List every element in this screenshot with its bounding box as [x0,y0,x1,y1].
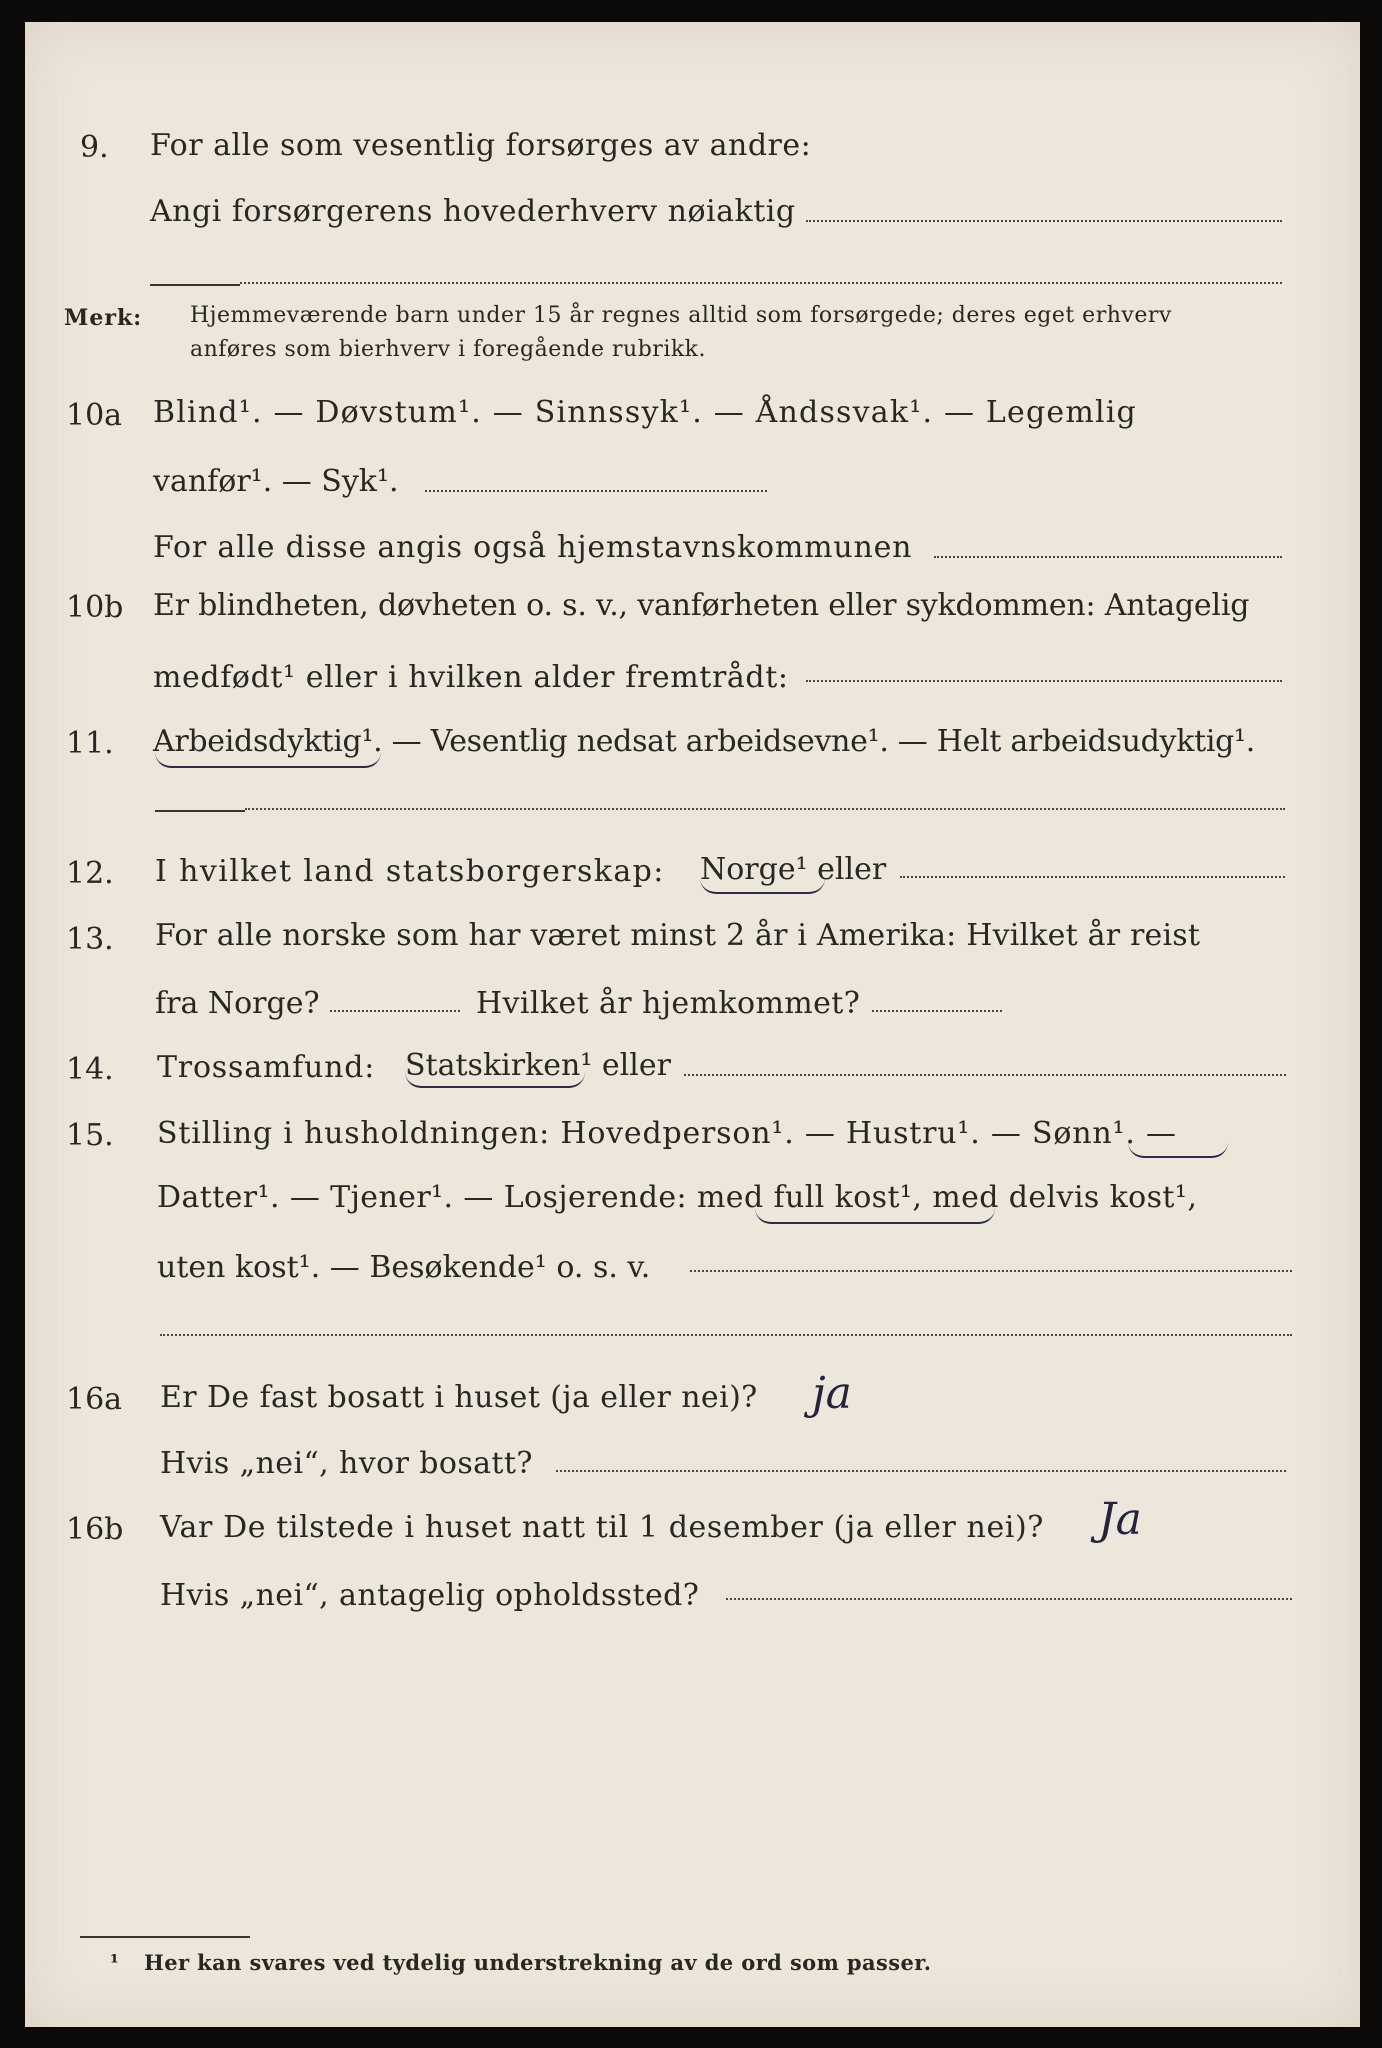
q12-question: I hvilket land statsborgerskap: [155,854,665,889]
q15-answer-line[interactable] [690,1270,1292,1272]
q16b-opholdssted-line[interactable] [726,1598,1292,1600]
q9-line-solid [150,284,240,286]
q9-number: 9. [80,130,109,165]
q10b-line2: medfødt¹ eller i hvilken alder fremtrådt: [153,660,789,695]
q9-question: For alle som vesentlig forsørges av andre: [150,128,812,163]
q15-line3: uten kost¹. — Besøkende¹ o. s. v. [157,1250,651,1285]
merk-label: Merk: [64,305,143,331]
q12-option: Norge¹ eller [700,852,887,887]
q10a-hjemstavn-line[interactable] [934,556,1282,558]
q14-underline-mark [405,1072,585,1088]
q16b-number: 16b [66,1512,124,1547]
q13-line1: For alle norske som har været minst 2 år i Amerika: Hvilket år reist [155,918,1201,953]
q15-number: 15. [66,1118,114,1153]
q11-answer-line[interactable] [245,808,1285,810]
q11-line1: Arbeidsdyktig¹. — Vesentlig nedsat arbeidsevne¹. — Helt arbeidsudyktig¹. [153,724,1255,759]
q10b-line1: Er blindheten, døvheten o. s. v., vanførheten eller sykdommen: Antagelig [153,588,1250,623]
q13-number: 13. [66,922,114,957]
q16b-line2: Hvis „nei“, antagelig opholdssted? [160,1578,700,1613]
q16a-bosatt-line[interactable] [556,1470,1286,1472]
q9-answer-line-2[interactable] [240,282,1282,284]
q12-underline-mark [700,878,825,894]
q15-line1: Stilling i husholdningen: Hovedperson¹. — Hustru¹. — Sønn¹. — [157,1116,1177,1151]
q10b-number: 10b [66,590,124,625]
q14-option: Statskirken¹ eller [405,1048,671,1083]
q10a-syk-line[interactable] [425,490,767,492]
q16b-line1: Var De tilstede i huset natt til 1 desember (ja eller nei)? [160,1510,1044,1545]
q15-sonn-underline-mark [1128,1142,1228,1158]
q9-subquestion: Angi forsørgerens hovederhverv nøiaktig [150,194,796,229]
q12-number: 12. [66,856,114,891]
q15-line2: Datter¹. — Tjener¹. — Losjerende: med full kost¹, med delvis kost¹, [157,1180,1198,1215]
q12-answer-line[interactable] [900,876,1285,878]
footnote-text: Her kan svares ved tydelig understrekning av de ord som passer. [144,1950,932,1975]
q10a-line2: vanfør¹. — Syk¹. [153,464,399,499]
q10a-line3: For alle disse angis også hjemstavnskommunen [153,530,913,565]
q13-line2b: Hvilket år hjemkommet? [476,986,861,1021]
q16a-handwritten-answer[interactable]: ja [812,1368,852,1419]
footnote-mark: ¹ [110,1950,119,1974]
q10a-line1: Blind¹. — Døvstum¹. — Sinnssyk¹. — Åndssvak¹. — Legemlig [153,395,1137,430]
q16a-line2: Hvis „nei“, hvor bosatt? [160,1446,533,1481]
q13-hjemkommet-line[interactable] [872,1010,1002,1012]
q11-number: 11. [66,726,114,761]
q15-answer-line-2[interactable] [160,1334,1292,1336]
q14-answer-line[interactable] [684,1074,1286,1076]
footnote-rule [80,1936,250,1938]
q11-underline-mark [155,752,381,768]
q16a-number: 16a [66,1382,123,1417]
q10b-answer-line[interactable] [806,680,1282,682]
q14-question: Trossamfund: [157,1050,376,1085]
q13-reist-line[interactable] [330,1010,460,1012]
q16a-line1: Er De fast bosatt i huset (ja eller nei)? [160,1380,758,1415]
q15-kost-underline-mark [755,1208,995,1224]
q10a-number: 10a [66,398,123,433]
q11-line-solid [155,810,245,812]
q16b-handwritten-answer[interactable]: Ja [1098,1494,1142,1545]
q13-line2a: fra Norge? [155,986,320,1021]
merk-note-line1: Hjemmeværende barn under 15 år regnes alltid som forsørgede; deres eget erhverv [190,303,1172,328]
q14-number: 14. [66,1052,114,1087]
q9-answer-line[interactable] [806,220,1282,222]
merk-note-line2: anføres som bierhverv i foregående rubrikk. [190,337,707,362]
